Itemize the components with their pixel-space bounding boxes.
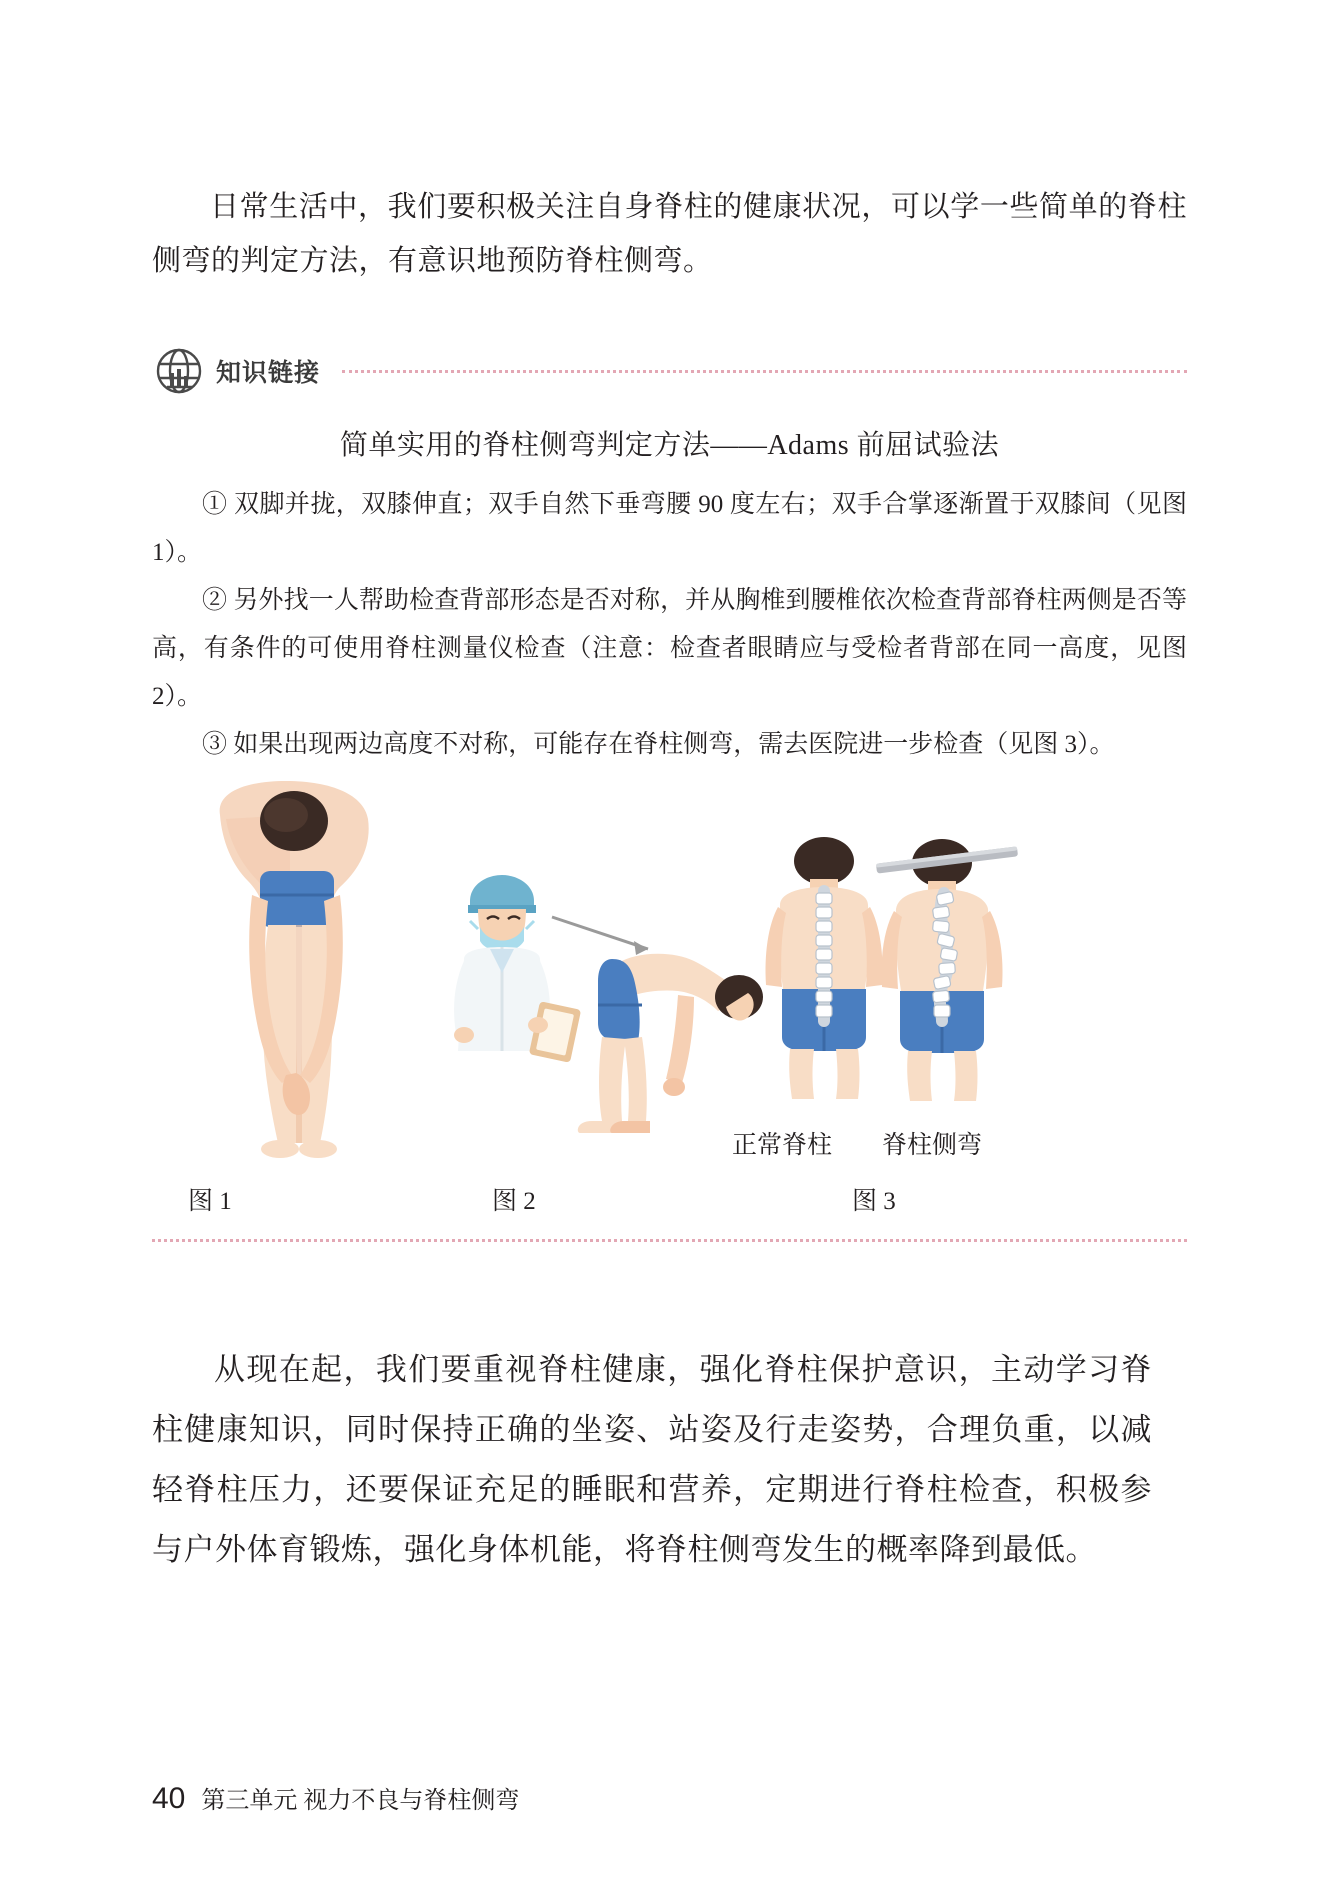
label-normal-spine: 正常脊柱 [732,1132,833,1159]
closing-paragraph: 从现在起，我们要重视脊柱健康，强化脊柱保护意识，主动学习脊柱健康知识，同时保持正确的坐姿、站姿及行走姿势，合理负重，以减轻脊柱压力，还要保证充足的睡眠和营养，定期进行脊柱检查，积极参与户外体育锻炼，强化身体机能，将脊柱侧弯发生的概率降到最低。 [152,1352,1152,1567]
figure-1-illustration [182,775,412,1180]
list-item: ① 双脚并拢，双膝伸直；双手自然下垂弯腰 90 度左右；双手合掌逐渐置于双膝间（见图 1）。 [152,491,1187,566]
figure-3-caption: 图 3 [852,1188,896,1215]
list-item: ③ 如果出现两边高度不对称，可能存在脊柱侧弯，需去医院进一步检查（见图 3）。 [202,731,1115,758]
knowledge-link-subtitle: 简单实用的脊柱侧弯判定方法——Adams 前屈试验法 [339,430,1000,461]
page-number: 40 [152,1782,186,1815]
figure-captions [152,1181,1187,1221]
header-dotted-divider [342,370,1187,373]
figures-row [152,795,1187,1175]
figure-2-illustration [442,855,772,1160]
intro-paragraph-block [152,180,1187,288]
footer-dotted-divider [152,1239,1187,1242]
figure-1-caption: 图 1 [188,1188,232,1215]
knowledge-link-title: 知识链接 [216,359,321,387]
knowledge-link-box [152,345,1187,1242]
knowledge-link-body [152,481,1187,769]
list-item: ② 另外找一人帮助检查背部形态是否对称，并从胸椎到腰椎依次检查背部脊柱两侧是否等高，有条件的可使用脊柱测量仪检查（注意：检查者眼睛应与受检者背部在同一高度，见图 2）。 [152,587,1187,710]
intro-paragraph: 日常生活中，我们要积极关注自身脊柱的健康状况，可以学一些简单的脊柱侧弯的判定方法，有意识地预防脊柱侧弯。 [152,191,1187,277]
page-footer [152,1780,519,1816]
label-scoliosis: 脊柱侧弯 [882,1132,983,1159]
knowledge-link-header [152,345,1187,397]
figure-3-illustration [752,835,1052,1140]
knowledge-globe-icon [152,345,208,397]
chapter-title: 第三单元 视力不良与脊柱侧弯 [201,1788,520,1814]
closing-paragraph-block [152,1340,1152,1580]
figure-2-caption: 图 2 [492,1188,536,1215]
